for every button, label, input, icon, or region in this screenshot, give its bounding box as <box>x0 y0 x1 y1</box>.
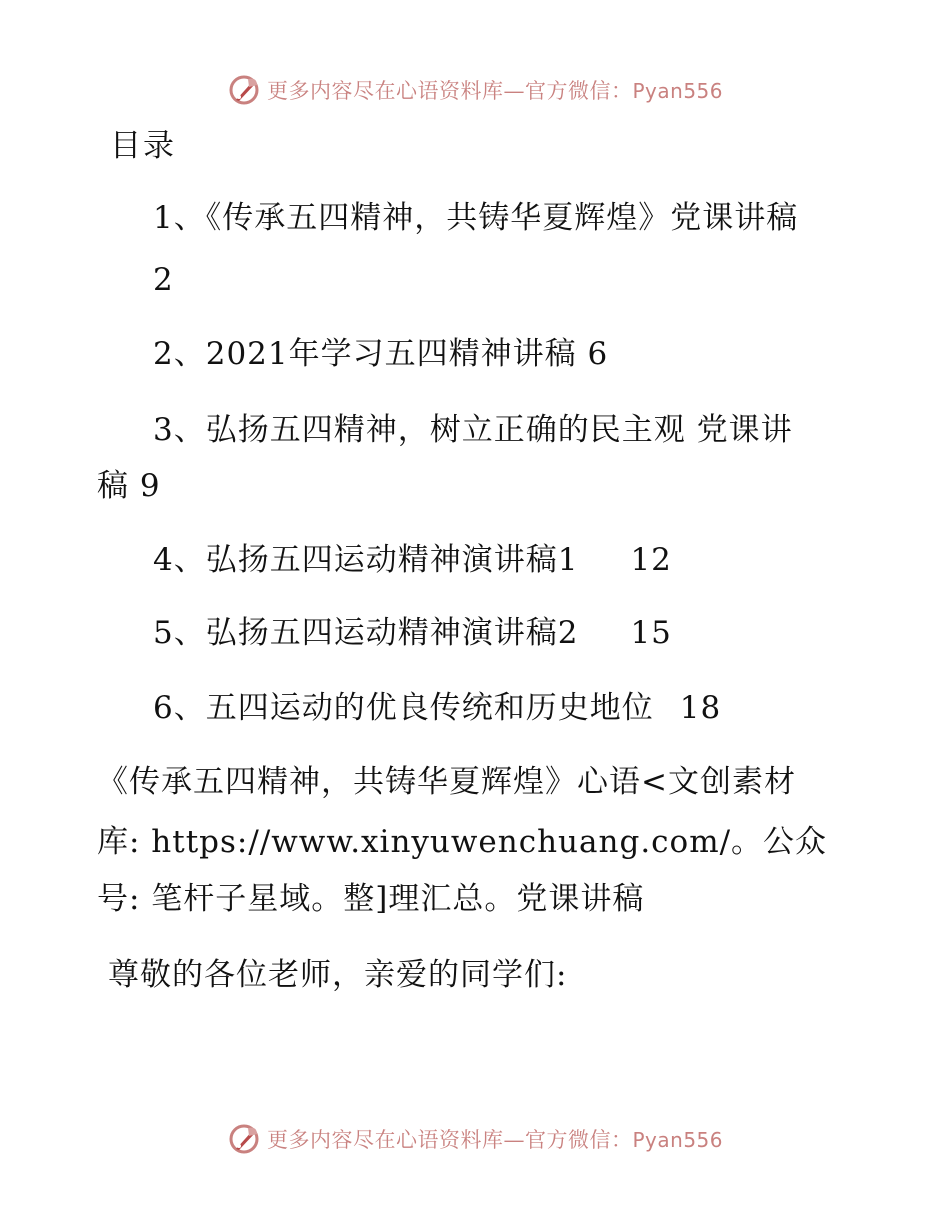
toc-item-1-page: 2 <box>153 262 174 298</box>
greeting: 尊敬的各位老师，亲爱的同学们: <box>108 957 568 993</box>
footer-watermark-banner <box>0 1119 950 1159</box>
toc-item-3: 3、弘扬五四精神，树立正确的民主观 党课讲 <box>153 412 793 448</box>
toc-item-6 <box>153 688 721 728</box>
toc-item-5-text: 5、弘扬五四运动精神演讲稿2 <box>153 615 579 651</box>
watermark-text: 更多内容尽在心语资料库—官方微信：Pyan556 <box>266 79 723 103</box>
body-paragraph-line-2: 库: https://www.xinyuwenchuang.com/。公众 <box>97 824 828 860</box>
toc-item-4-page: 12 <box>630 542 672 578</box>
body-paragraph-line-3: 号: 笔杆子星域。整]理汇总。党课讲稿 <box>97 881 645 917</box>
toc-item-5 <box>153 613 672 653</box>
toc-item-6-text: 6、五四运动的优良传统和历史地位 <box>153 690 654 726</box>
body-paragraph-line-1: 《传承五四精神，共铸华夏辉煌》心语<文创素材 <box>97 764 796 800</box>
toc-item-4 <box>153 540 672 580</box>
toc-item-6-page: 18 <box>679 690 722 726</box>
header-watermark-banner <box>0 70 950 110</box>
toc-item-1: 1、《传承五四精神，共铸华夏辉煌》党课讲稿 <box>153 200 799 236</box>
toc-item-2: 2、2021年学习五四精神讲稿 6 <box>153 336 609 372</box>
quill-pen-logo-icon <box>227 1122 261 1156</box>
toc-title: 目录 <box>110 128 176 164</box>
toc-item-5-page: 15 <box>630 615 672 651</box>
toc-item-3-continued: 稿 9 <box>97 468 161 504</box>
toc-item-4-text: 4、弘扬五四运动精神演讲稿1 <box>153 542 579 578</box>
quill-pen-logo-icon <box>227 73 261 107</box>
watermark-text: 更多内容尽在心语资料库—官方微信：Pyan556 <box>266 1128 723 1152</box>
